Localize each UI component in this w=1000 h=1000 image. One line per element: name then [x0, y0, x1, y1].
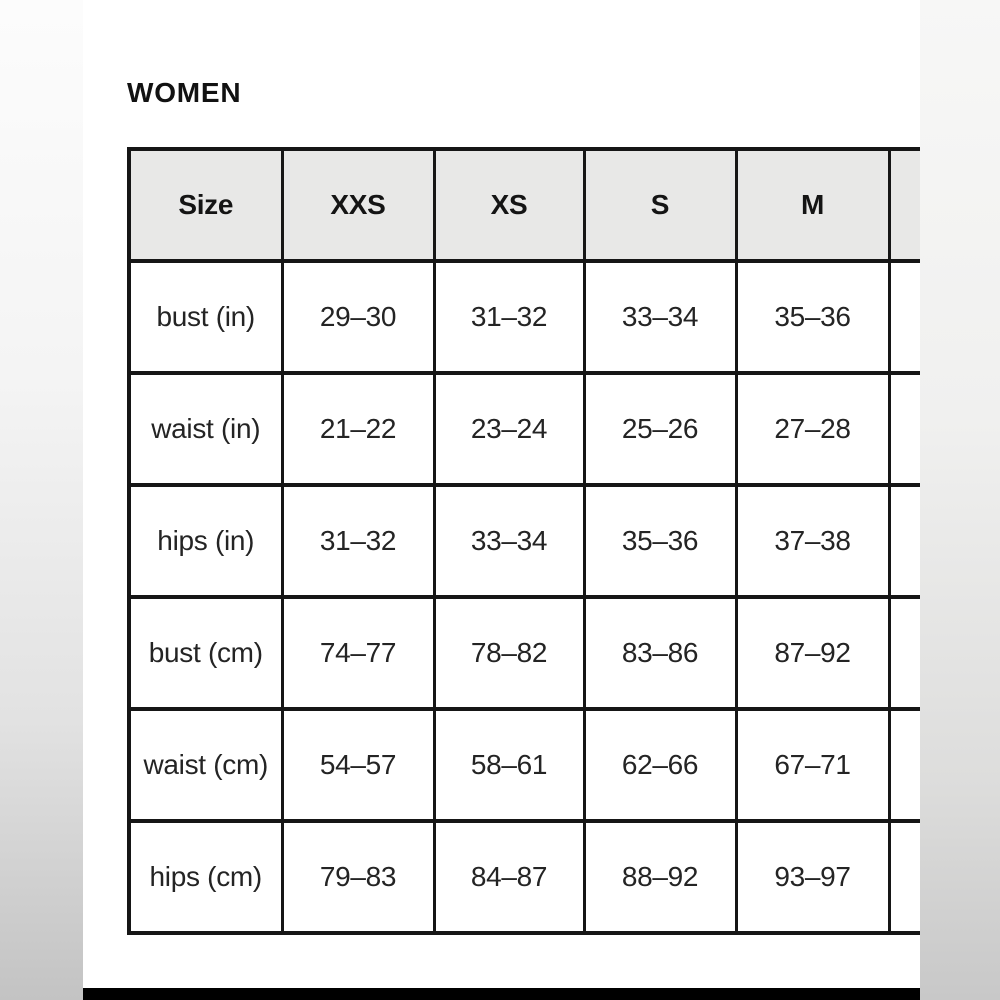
cell-value: 54–57 — [282, 709, 434, 821]
cell-value: 78–82 — [434, 597, 584, 709]
cell-value: 62–66 — [584, 709, 736, 821]
cell-value: 21–22 — [282, 373, 434, 485]
row-label: bust (in) — [129, 261, 282, 373]
cell-value: 29–30 — [282, 261, 434, 373]
cell-value: 31–32 — [434, 261, 584, 373]
table-row — [129, 373, 920, 485]
column-header-xxs: XXS — [282, 149, 434, 261]
cell-value: 84–87 — [434, 821, 584, 933]
row-label: waist (cm) — [129, 709, 282, 821]
cell-value: 35–36 — [736, 261, 889, 373]
row-label: waist (in) — [129, 373, 282, 485]
column-header-xs: XS — [434, 149, 584, 261]
size-table-clip — [127, 147, 920, 957]
cell-value: 74–77 — [282, 597, 434, 709]
cell-value-cropped — [889, 373, 920, 485]
cell-value: 23–24 — [434, 373, 584, 485]
table-row — [129, 485, 920, 597]
table-row — [129, 709, 920, 821]
page-title: WOMEN — [127, 77, 242, 108]
cell-value: 33–34 — [584, 261, 736, 373]
row-label: hips (cm) — [129, 821, 282, 933]
cell-value: 37–38 — [736, 485, 889, 597]
cell-value-cropped — [889, 261, 920, 373]
cell-value: 67–71 — [736, 709, 889, 821]
cell-value: 25–26 — [584, 373, 736, 485]
column-header-s: S — [584, 149, 736, 261]
cell-value: 79–83 — [282, 821, 434, 933]
gallery-adjacent-image-left[interactable] — [0, 0, 84, 1000]
size-chart-image — [83, 0, 920, 1000]
cell-value: 87–92 — [736, 597, 889, 709]
row-label: hips (in) — [129, 485, 282, 597]
size-table — [127, 147, 920, 935]
cell-value-cropped — [889, 597, 920, 709]
table-header-row — [129, 149, 920, 261]
cell-value: 31–32 — [282, 485, 434, 597]
cell-value-cropped — [889, 485, 920, 597]
cell-value: 93–97 — [736, 821, 889, 933]
cell-value-cropped — [889, 709, 920, 821]
cell-value: 35–36 — [584, 485, 736, 597]
cell-value: 27–28 — [736, 373, 889, 485]
column-header-cropped — [889, 149, 920, 261]
table-row — [129, 821, 920, 933]
gallery-adjacent-image-right[interactable] — [920, 0, 1000, 1000]
cell-value-cropped — [889, 821, 920, 933]
column-header-m: M — [736, 149, 889, 261]
row-label: bust (cm) — [129, 597, 282, 709]
cell-value: 83–86 — [584, 597, 736, 709]
cell-value: 88–92 — [584, 821, 736, 933]
cell-value: 58–61 — [434, 709, 584, 821]
table-row — [129, 261, 920, 373]
cell-value: 33–34 — [434, 485, 584, 597]
image-bottom-black-bar — [83, 988, 920, 1000]
table-row — [129, 597, 920, 709]
column-header-size: Size — [129, 149, 282, 261]
